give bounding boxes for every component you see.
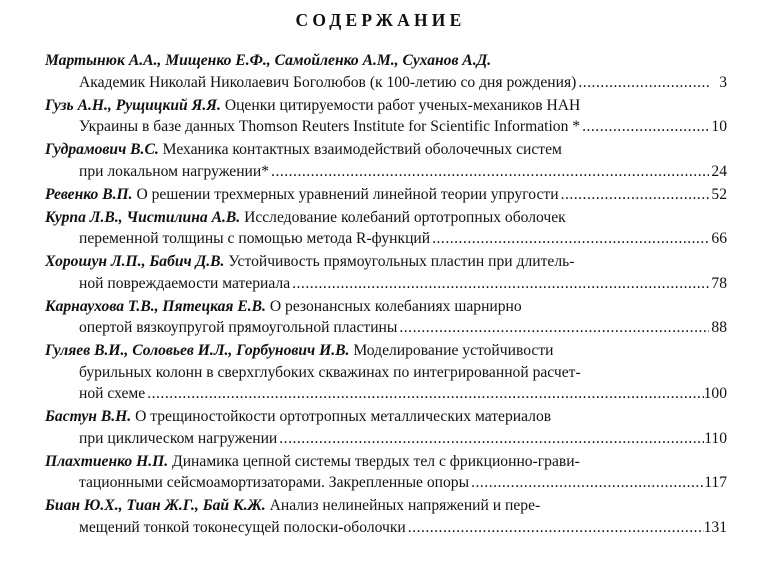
toc-entry-last-line	[45, 472, 727, 494]
toc-entry-page: 10	[711, 118, 727, 135]
toc-leader-dots	[269, 161, 709, 183]
toc-entry	[45, 95, 727, 138]
toc-leader-dots	[580, 116, 709, 138]
toc-entry-authors: Плахтиенко Н.П.	[45, 452, 169, 470]
toc-entry	[45, 451, 727, 494]
toc-entry	[45, 50, 727, 93]
toc-entry-authors: Карнаухова Т.В., Пятецкая Е.В.	[45, 297, 266, 315]
toc-entry-title: Академик Николай Николаевич Боголюбов (к 100-летию со дня рождения)	[79, 73, 577, 91]
toc-entry-title-end: при циклическом нагружении	[79, 429, 278, 447]
toc-entry	[45, 207, 727, 250]
toc-entry-title-start: Устойчивость прямоугольных пластин при длитель-	[224, 253, 575, 270]
toc-entry-last-line	[45, 273, 727, 295]
toc-entry-header	[45, 451, 727, 473]
toc-entry-header	[45, 296, 727, 318]
toc-entry	[45, 296, 727, 339]
toc-entry-title-start: Исследование колебаний ортотропных оболочек	[240, 208, 566, 226]
toc-entry-header	[45, 406, 727, 428]
toc-entry-title-start: Анализ нелинейных напряжений и пере-	[265, 497, 541, 514]
toc-entry-title-end: переменной толщины с помощью метода R-функций	[79, 230, 431, 247]
toc-leader-dots	[469, 472, 704, 494]
toc-entry-header	[45, 251, 727, 273]
toc-entry-page: 100	[703, 385, 727, 402]
toc-entry-last-line	[45, 383, 727, 405]
toc-entry-title-end: тационными сейсмоамортизаторами. Закрепленные опоры	[79, 474, 470, 491]
toc-entry	[45, 184, 727, 206]
toc-entry-header	[45, 50, 727, 72]
toc-entry-title-start: Динамика цепной системы твердых тел с фрикционно-грави-	[168, 452, 580, 470]
toc-entry-header	[45, 340, 727, 362]
toc-leader-dots	[277, 428, 704, 450]
toc-entry-title-end: при локальном нагружении*	[79, 162, 270, 180]
toc-entry-last-line	[45, 116, 727, 138]
toc-entry-last-line	[45, 317, 727, 339]
toc-entry-authors: Бастун В.Н.	[45, 408, 132, 425]
toc-entry-title-start: О трещиностойкости ортотропных металлических материалов	[131, 408, 552, 425]
toc-entry-header	[45, 139, 727, 161]
toc-entry-header	[45, 95, 727, 117]
toc-entry-title-start: Моделирование устойчивости	[349, 342, 554, 359]
toc-entry-title-start: Механика контактных взаимодействий оболочечных систем	[158, 141, 562, 158]
toc-entry-last-line	[45, 161, 727, 183]
toc-entry-last-line	[45, 184, 727, 206]
toc-leader-dots	[290, 273, 709, 295]
toc-entry-page: 52	[711, 185, 727, 203]
toc-entry-header	[45, 207, 727, 229]
toc-entry-page: 117	[704, 474, 727, 491]
toc-entry-title: О решении трехмерных уравнений линейной теории упругости	[132, 185, 559, 203]
toc-entry-last-line	[45, 228, 727, 250]
toc-leader-dots	[576, 72, 709, 94]
toc-leader-dots	[430, 228, 709, 250]
toc-leader-dots	[406, 517, 704, 539]
toc-entry-authors: Курпа Л.В., Чистилина А.В.	[45, 208, 241, 226]
toc-entry-authors: Хорошун Л.П., Бабич Д.В.	[45, 253, 225, 270]
toc-leader-dots	[559, 184, 709, 206]
toc-entry-title-end: опертой вязкоупругой прямоугольной пластины	[79, 319, 398, 336]
toc-entry-page: 88	[711, 319, 727, 336]
toc-entry-title-end: мещений тонкой токонесущей полоски-оболочки	[79, 518, 406, 536]
toc-entry-last-line	[45, 72, 727, 94]
toc-entry-authors: Гузь А.Н., Рущицкий Я.Я.	[45, 96, 221, 114]
toc-entry-last-line	[45, 428, 727, 450]
toc-entry-title-start: Оценки цитируемости работ ученых-механиков НАН	[220, 96, 581, 114]
toc-entry	[45, 406, 727, 449]
toc-leader-dots	[145, 383, 703, 405]
toc-entry-page: 78	[711, 274, 727, 292]
toc-entry-title-start: О резонансных колебаниях шарнирно	[265, 297, 522, 315]
toc-entry-authors: Гуляев В.И., Соловьев И.Л., Горбунович И.В.	[45, 342, 350, 359]
toc-entry-page: 131	[703, 518, 727, 536]
toc-entry-page: 110	[704, 429, 727, 447]
toc-entry-authors: Ревенко В.П.	[45, 185, 133, 203]
toc-entry-header	[45, 495, 727, 517]
toc-entry-last-line	[45, 517, 727, 539]
toc-entry-authors: Гудрамович В.С.	[45, 141, 159, 158]
toc-leader-dots	[397, 317, 709, 339]
toc-entry-title-end: Украины в базе данных Thomson Reuters Institute for Scientific Information *	[79, 118, 581, 135]
toc-entry-title-end: ной повреждаемости материала	[79, 274, 291, 292]
toc-entry-title-end: ной схеме	[79, 385, 146, 402]
toc-entry	[45, 139, 727, 182]
toc-entry-page: 3	[719, 73, 727, 91]
toc-entry-page: 66	[711, 230, 727, 247]
toc-entry-authors: Мартынюк А.А., Мищенко Е.Ф., Самойленко А.М., Суханов А.Д.	[45, 52, 492, 69]
toc-list	[45, 50, 727, 540]
toc-entry	[45, 251, 727, 294]
toc-entry-title-middle: бурильных колонн в сверхглубоких скважинах по интегрированной расчет-	[79, 363, 581, 381]
toc-entry	[45, 340, 727, 405]
toc-entry-authors: Биан Ю.Х., Тиан Ж.Г., Бай К.Ж.	[45, 497, 266, 514]
toc-entry	[45, 495, 727, 538]
page-title: СОДЕРЖАНИЕ	[295, 10, 466, 30]
toc-entry-page: 24	[711, 162, 727, 180]
